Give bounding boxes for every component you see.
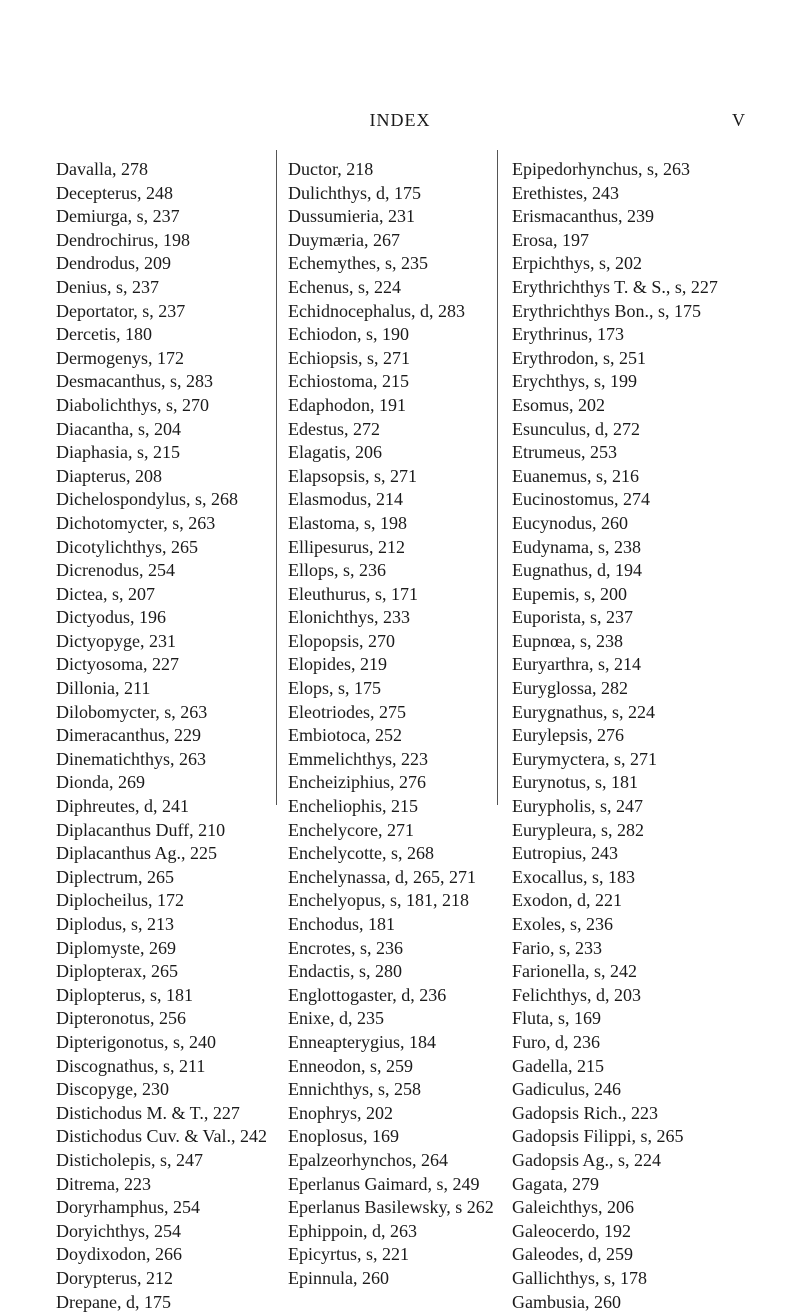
- index-entry: Gadopsis Rich., 223: [512, 1102, 762, 1126]
- index-entry: Echiopsis, s, 271: [288, 347, 538, 371]
- index-entry: Erythrichthys T. & S., s, 227: [512, 276, 762, 300]
- index-entry: Dionda, 269: [56, 771, 306, 795]
- index-entry: Emmelichthys, 223: [288, 748, 538, 772]
- index-entry: Eurymyctera, s, 271: [512, 748, 762, 772]
- index-entry: Diplodus, s, 213: [56, 913, 306, 937]
- index-entry: Eudynama, s, 238: [512, 536, 762, 560]
- index-entry: Dussumieria, 231: [288, 205, 538, 229]
- index-entry: Dillonia, 211: [56, 677, 306, 701]
- index-entry: Gambusia, 260: [512, 1291, 762, 1314]
- index-entry: Erpichthys, s, 202: [512, 252, 762, 276]
- index-entry: Elopides, 219: [288, 653, 538, 677]
- index-entry: Diplectrum, 265: [56, 866, 306, 890]
- index-entry: Galeodes, d, 259: [512, 1243, 762, 1267]
- index-entry: Enchelycotte, s, 268: [288, 842, 538, 866]
- index-entry: Erythrodon, s, 251: [512, 347, 762, 371]
- index-entry: Deportator, s, 237: [56, 300, 306, 324]
- index-entry: Dinematichthys, 263: [56, 748, 306, 772]
- index-entry: Fario, s, 233: [512, 937, 762, 961]
- index-entry: Elapsopsis, s, 271: [288, 465, 538, 489]
- index-entry: Epipedorhynchus, s, 263: [512, 158, 762, 182]
- index-entry: Demiurga, s, 237: [56, 205, 306, 229]
- index-entry: Dictyopyge, 231: [56, 630, 306, 654]
- index-entry: Ennichthys, s, 258: [288, 1078, 538, 1102]
- index-entry: Enophrys, 202: [288, 1102, 538, 1126]
- index-entry: Eperlanus Basilewsky, s 262: [288, 1196, 538, 1220]
- index-entry: Dictyodus, 196: [56, 606, 306, 630]
- index-entry: Dipterigonotus, s, 240: [56, 1031, 306, 1055]
- index-entry: Echenus, s, 224: [288, 276, 538, 300]
- index-entry: Diabolichthys, s, 270: [56, 394, 306, 418]
- index-entry: Exodon, d, 221: [512, 889, 762, 913]
- page-title: INDEX: [0, 110, 800, 131]
- index-entry: Euanemus, s, 216: [512, 465, 762, 489]
- index-entry: Eurypleura, s, 282: [512, 819, 762, 843]
- index-column-3: [512, 158, 762, 1314]
- index-entry: Edaphodon, 191: [288, 394, 538, 418]
- index-entry: Dendrochirus, 198: [56, 229, 306, 253]
- index-entry: Eugnathus, d, 194: [512, 559, 762, 583]
- index-entry: Embiotoca, 252: [288, 724, 538, 748]
- index-entry: Diplocheilus, 172: [56, 889, 306, 913]
- index-entry: Echemythes, s, 235: [288, 252, 538, 276]
- index-entry: Echidnocephalus, d, 283: [288, 300, 538, 324]
- index-entry: Dicotylichthys, 265: [56, 536, 306, 560]
- index-entry: Erismacanthus, 239: [512, 205, 762, 229]
- index-entry: Dercetis, 180: [56, 323, 306, 347]
- index-entry: Enchelyopus, s, 181, 218: [288, 889, 538, 913]
- index-entry: Galeichthys, 206: [512, 1196, 762, 1220]
- index-entry: Diaphasia, s, 215: [56, 441, 306, 465]
- index-entry: Gadopsis Ag., s, 224: [512, 1149, 762, 1173]
- index-entry: Encheiziphius, 276: [288, 771, 538, 795]
- index-entry: Enchelynassa, d, 265, 271: [288, 866, 538, 890]
- index-column-2: [288, 158, 538, 1291]
- index-entry: Euryglossa, 282: [512, 677, 762, 701]
- index-entry: Eupemis, s, 200: [512, 583, 762, 607]
- index-entry: Distichodus Cuv. & Val., 242: [56, 1125, 306, 1149]
- index-entry: Gadella, 215: [512, 1055, 762, 1079]
- index-entry: Felichthys, d, 203: [512, 984, 762, 1008]
- index-entry: Drepane, d, 175: [56, 1291, 306, 1314]
- index-entry: Ditrema, 223: [56, 1173, 306, 1197]
- index-entry: Echiostoma, 215: [288, 370, 538, 394]
- index-entry: Eutropius, 243: [512, 842, 762, 866]
- index-entry: Fluta, s, 169: [512, 1007, 762, 1031]
- index-entry: Elopopsis, 270: [288, 630, 538, 654]
- index-entry: Enchelycore, 271: [288, 819, 538, 843]
- index-entry: Ductor, 218: [288, 158, 538, 182]
- index-entry: Epinnula, 260: [288, 1267, 538, 1291]
- index-entry: Doydixodon, 266: [56, 1243, 306, 1267]
- index-entry: Eupnœa, s, 238: [512, 630, 762, 654]
- index-entry: Echiodon, s, 190: [288, 323, 538, 347]
- index-entry: Diplopterax, 265: [56, 960, 306, 984]
- index-entry: Ellipesurus, 212: [288, 536, 538, 560]
- index-entry: Diplomyste, 269: [56, 937, 306, 961]
- index-entry: Diplacanthus Ag., 225: [56, 842, 306, 866]
- index-entry: Esomus, 202: [512, 394, 762, 418]
- index-entry: Furo, d, 236: [512, 1031, 762, 1055]
- index-entry: Dictyosoma, 227: [56, 653, 306, 677]
- index-column-1: [56, 158, 306, 1314]
- index-entry: Englottogaster, d, 236: [288, 984, 538, 1008]
- index-entry: Euporista, s, 237: [512, 606, 762, 630]
- index-entry: Epicyrtus, s, 221: [288, 1243, 538, 1267]
- index-entry: Discognathus, s, 211: [56, 1055, 306, 1079]
- index-entry: Denius, s, 237: [56, 276, 306, 300]
- index-entry: Dorypterus, 212: [56, 1267, 306, 1291]
- index-entry: Erythrichthys Bon., s, 175: [512, 300, 762, 324]
- index-entry: Elagatis, 206: [288, 441, 538, 465]
- index-entry: Erychthys, s, 199: [512, 370, 762, 394]
- index-entry: Doryrhamphus, 254: [56, 1196, 306, 1220]
- index-entry: Eucinostomus, 274: [512, 488, 762, 512]
- index-entry: Enchodus, 181: [288, 913, 538, 937]
- index-entry: Eurypholis, s, 247: [512, 795, 762, 819]
- index-entry: Eurynotus, s, 181: [512, 771, 762, 795]
- index-entry: Dimeracanthus, 229: [56, 724, 306, 748]
- index-entry: Gagata, 279: [512, 1173, 762, 1197]
- index-entry: Euryarthra, s, 214: [512, 653, 762, 677]
- index-entry: Gallichthys, s, 178: [512, 1267, 762, 1291]
- index-entry: Elastoma, s, 198: [288, 512, 538, 536]
- index-entry: Eurygnathus, s, 224: [512, 701, 762, 725]
- index-entry: Dipteronotus, 256: [56, 1007, 306, 1031]
- index-entry: Eleuthurus, s, 171: [288, 583, 538, 607]
- index-entry: Gadiculus, 246: [512, 1078, 762, 1102]
- index-entry: Dictea, s, 207: [56, 583, 306, 607]
- index-entry: Decepterus, 248: [56, 182, 306, 206]
- index-entry: Dichotomycter, s, 263: [56, 512, 306, 536]
- index-entry: Diacantha, s, 204: [56, 418, 306, 442]
- index-entry: Dulichthys, d, 175: [288, 182, 538, 206]
- index-entry: Edestus, 272: [288, 418, 538, 442]
- index-entry: Encrotes, s, 236: [288, 937, 538, 961]
- index-entry: Enneodon, s, 259: [288, 1055, 538, 1079]
- index-entry: Diapterus, 208: [56, 465, 306, 489]
- index-entry: Discopyge, 230: [56, 1078, 306, 1102]
- index-entry: Gadopsis Filippi, s, 265: [512, 1125, 762, 1149]
- index-entry: Diplopterus, s, 181: [56, 984, 306, 1008]
- index-entry: Encheliophis, 215: [288, 795, 538, 819]
- index-entry: Elonichthys, 233: [288, 606, 538, 630]
- index-entry: Ellops, s, 236: [288, 559, 538, 583]
- index-entry: Enixe, d, 235: [288, 1007, 538, 1031]
- index-entry: Dicrenodus, 254: [56, 559, 306, 583]
- index-entry: Farionella, s, 242: [512, 960, 762, 984]
- index-entry: Desmacanthus, s, 283: [56, 370, 306, 394]
- index-entry: Dilobomycter, s, 263: [56, 701, 306, 725]
- index-entry: Doryichthys, 254: [56, 1220, 306, 1244]
- index-entry: Galeocerdo, 192: [512, 1220, 762, 1244]
- index-entry: Ephippoin, d, 263: [288, 1220, 538, 1244]
- index-entry: Elops, s, 175: [288, 677, 538, 701]
- index-entry: Diplacanthus Duff, 210: [56, 819, 306, 843]
- index-entry: Etrumeus, 253: [512, 441, 762, 465]
- index-entry: Enoplosus, 169: [288, 1125, 538, 1149]
- index-entry: Dendrodus, 209: [56, 252, 306, 276]
- index-entry: Endactis, s, 280: [288, 960, 538, 984]
- index-entry: Epalzeorhynchos, 264: [288, 1149, 538, 1173]
- index-entry: Elasmodus, 214: [288, 488, 538, 512]
- index-entry: Distichodus M. & T., 227: [56, 1102, 306, 1126]
- index-entry: Davalla, 278: [56, 158, 306, 182]
- index-entry: Dermogenys, 172: [56, 347, 306, 371]
- index-entry: Exoles, s, 236: [512, 913, 762, 937]
- index-entry: Erethistes, 243: [512, 182, 762, 206]
- index-entry: Disticholepis, s, 247: [56, 1149, 306, 1173]
- index-entry: Dichelospondylus, s, 268: [56, 488, 306, 512]
- index-entry: Exocallus, s, 183: [512, 866, 762, 890]
- index-entry: Eucynodus, 260: [512, 512, 762, 536]
- index-entry: Erythrinus, 173: [512, 323, 762, 347]
- index-entry: Duymæria, 267: [288, 229, 538, 253]
- page-number: V: [732, 110, 745, 131]
- index-entry: Diphreutes, d, 241: [56, 795, 306, 819]
- index-entry: Eperlanus Gaimard, s, 249: [288, 1173, 538, 1197]
- index-entry: Eleotriodes, 275: [288, 701, 538, 725]
- index-entry: Eurylepsis, 276: [512, 724, 762, 748]
- index-entry: Esunculus, d, 272: [512, 418, 762, 442]
- index-entry: Enneapterygius, 184: [288, 1031, 538, 1055]
- index-entry: Erosa, 197: [512, 229, 762, 253]
